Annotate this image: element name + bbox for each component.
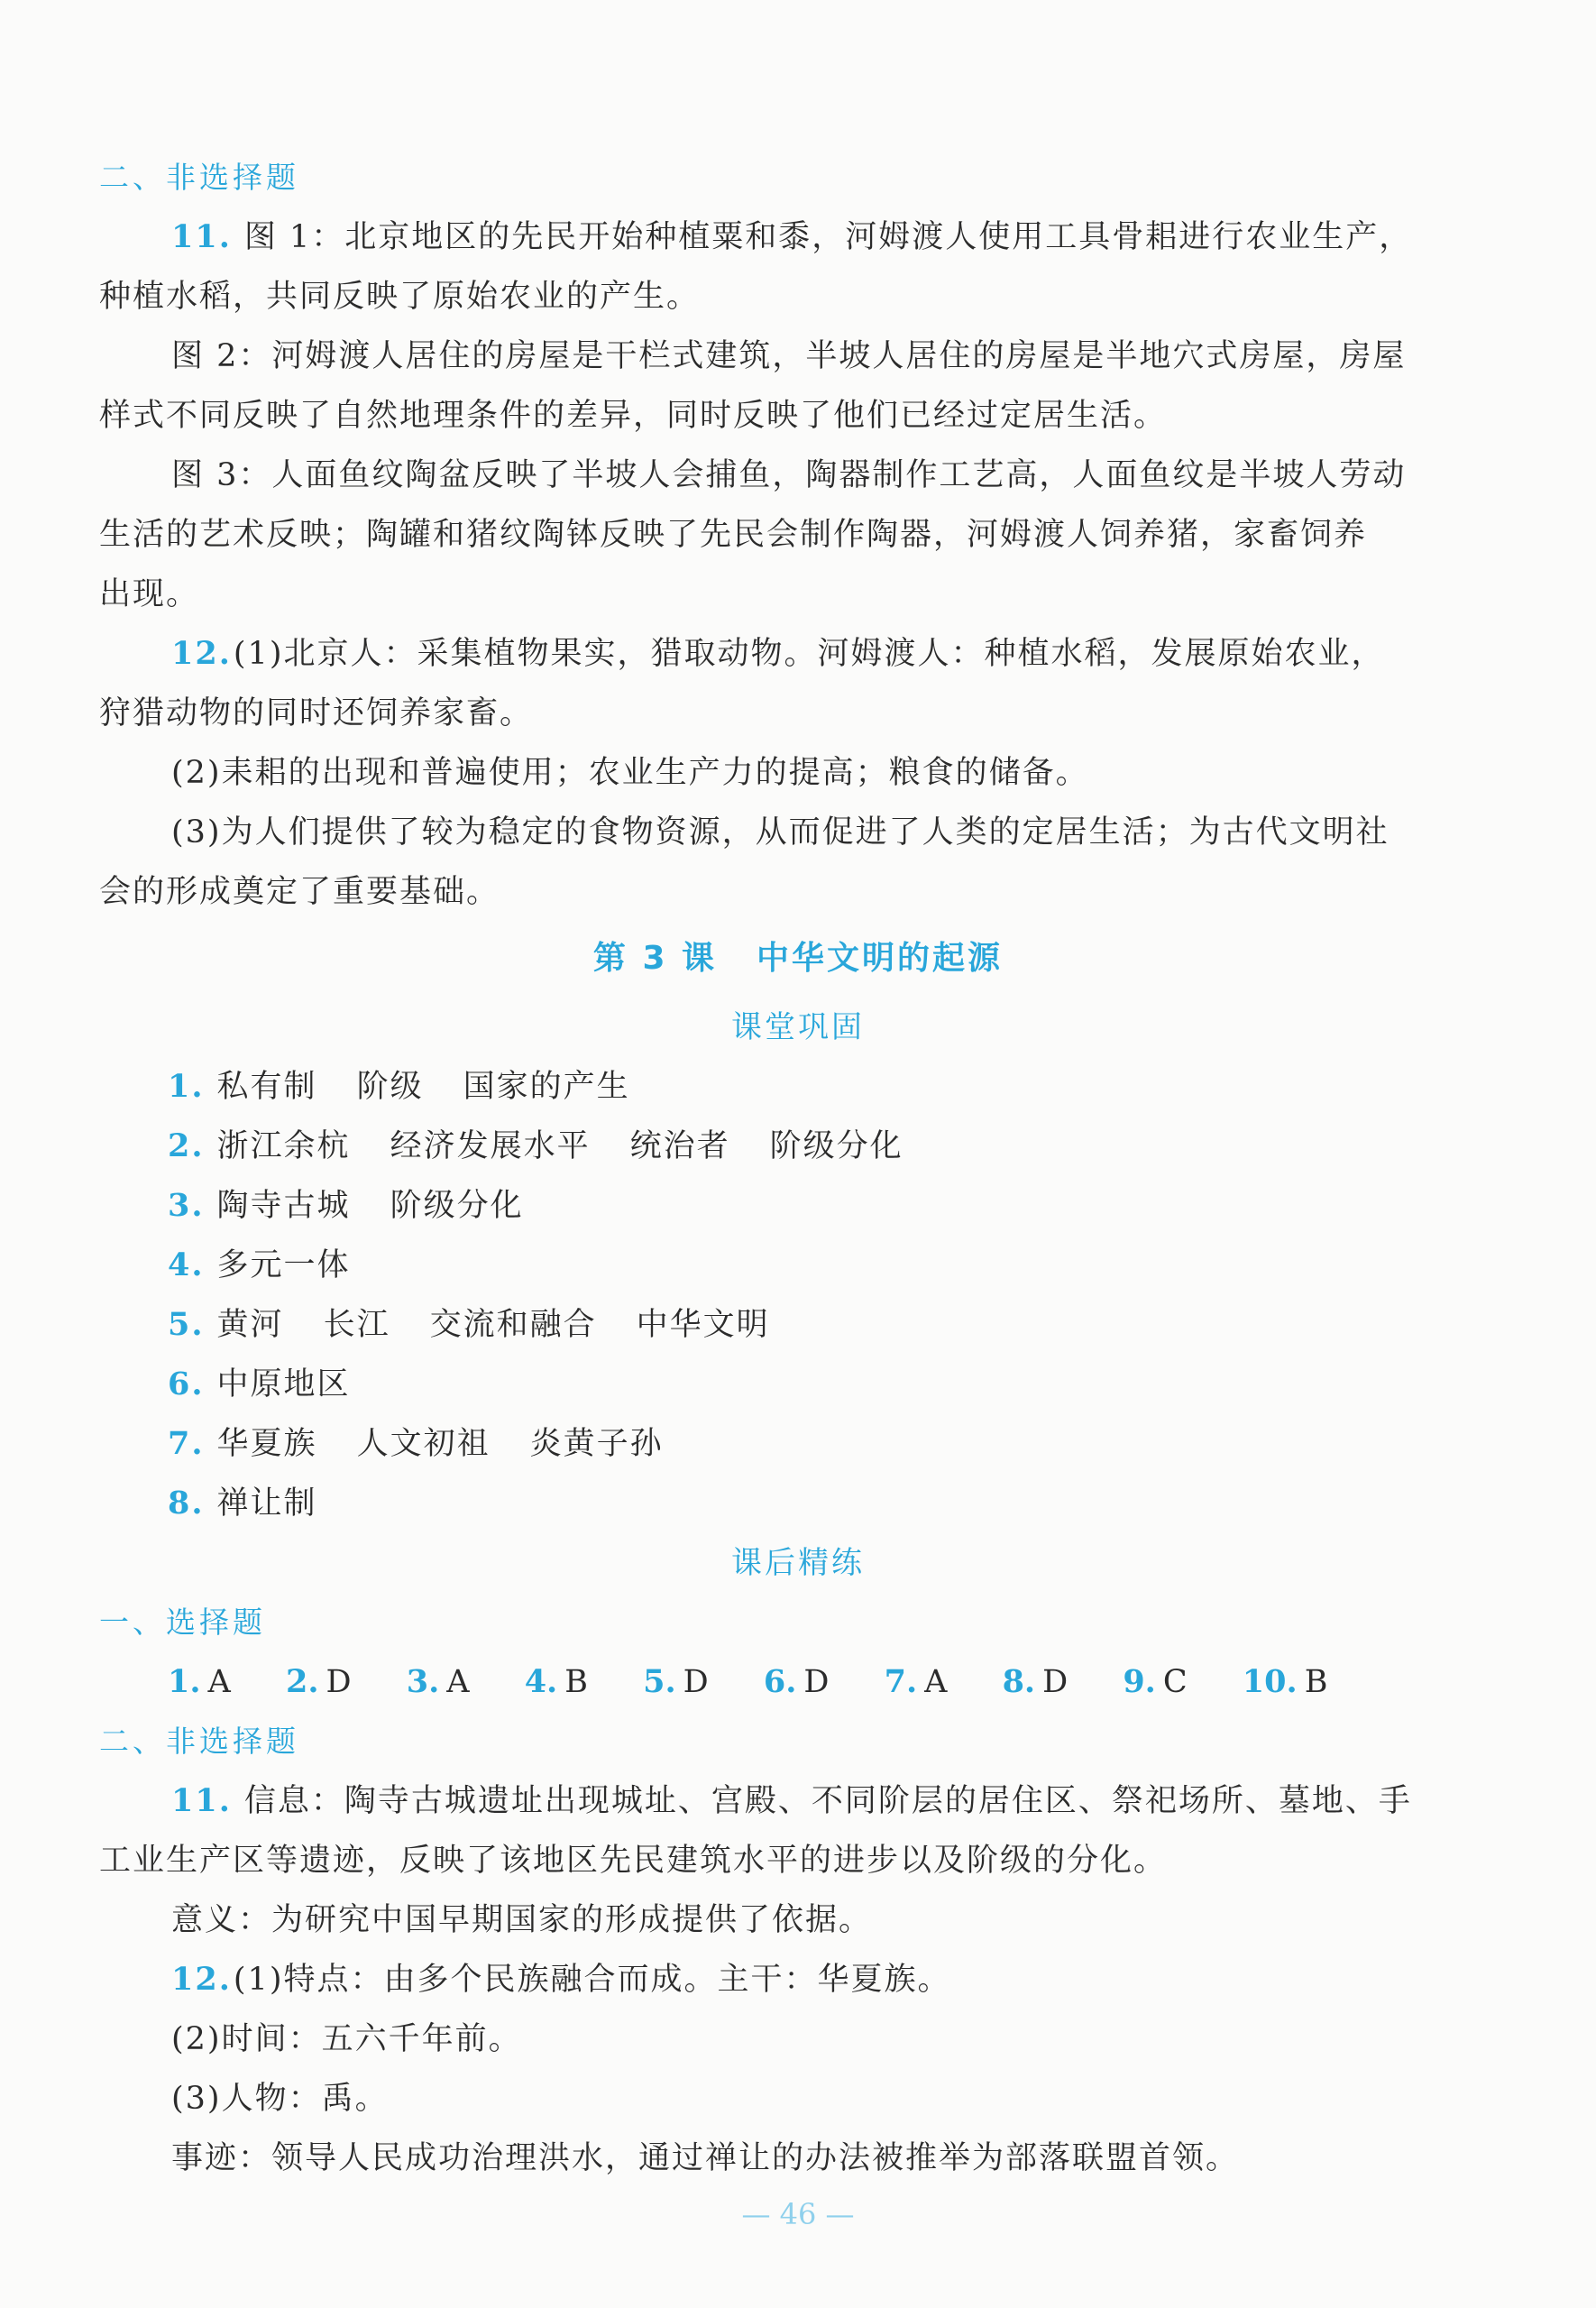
- q11-line-3: 图 2：河姆渡人居住的房屋是干栏式建筑，半坡人居住的房屋是半地穴式房屋，房屋: [171, 338, 1407, 374]
- mc-letter: D: [1042, 1664, 1069, 1700]
- after-q11-line-1: [171, 1771, 1506, 1831]
- mc-letter: D: [326, 1664, 352, 1700]
- mc-answer: [1003, 1664, 1069, 1700]
- after-q12-number: 12.: [171, 1961, 232, 1998]
- classroom-item: [168, 1414, 1574, 1474]
- mc-letter: A: [924, 1664, 948, 1700]
- page-number: — 46 —: [741, 2197, 855, 2231]
- after-q12-line-4: 事迹：领导人民成功治理洪水，通过禅让的办法被推举为部落联盟首领。: [171, 2140, 1240, 2176]
- item-number: 3.: [168, 1187, 205, 1224]
- item-number: 8.: [168, 1485, 205, 1522]
- q11-line-7: 出现。: [99, 576, 200, 612]
- after-q11-number: 11.: [171, 1782, 232, 1819]
- q11-text-1: 图 1：北京地区的先民开始种植粟和黍，河姆渡人使用工具骨耜进行农业生产，: [243, 219, 1413, 255]
- classroom-item: [168, 1355, 1574, 1414]
- mc-answer: [525, 1664, 588, 1700]
- mc-letter: B: [1304, 1664, 1328, 1700]
- answer-b: 人文初祖: [356, 1426, 491, 1462]
- mc-answer: [764, 1664, 830, 1700]
- answer-b: 阶级分化: [390, 1188, 524, 1224]
- q12-line-2: 狩猎动物的同时还饲养家畜。: [99, 695, 534, 731]
- mc-letter: D: [803, 1664, 830, 1700]
- q11-line-5: 图 3：人面鱼纹陶盆反映了半坡人会捕鱼，陶器制作工艺高，人面鱼纹是半坡人劳动: [171, 457, 1407, 493]
- mc-number: 9.: [1123, 1663, 1156, 1700]
- classroom-item: [168, 1474, 1574, 1533]
- answer-a: 多元一体: [216, 1247, 351, 1283]
- q11-line-2: 种植水稻，共同反映了原始农业的产生。: [99, 279, 701, 315]
- answer-d: 阶级分化: [769, 1128, 903, 1164]
- after-q12-text-1: (1)特点：由多个民族融合而成。主干：华夏族。: [233, 1962, 951, 1998]
- answer-c: 炎黄子孙: [529, 1426, 664, 1462]
- item-number: 6.: [168, 1365, 205, 1402]
- mc-letter: B: [564, 1664, 588, 1700]
- mc-number: 7.: [884, 1663, 918, 1700]
- q12-text-1: (1)北京人：采集植物果实，猎取动物。河姆渡人：种植水稻，发展原始农业，: [233, 636, 1385, 672]
- mc-answers-row: [168, 1652, 1372, 1712]
- q12-line-5: 会的形成奠定了重要基础。: [99, 874, 500, 910]
- mc-number: 5.: [643, 1663, 676, 1700]
- mc-number: 10.: [1242, 1663, 1298, 1700]
- q12-line-1: [171, 624, 1506, 684]
- after-class-heading: 课后精练: [731, 1545, 865, 1581]
- lesson-name: 中华文明的起源: [757, 940, 1004, 977]
- mc-answer: [1123, 1664, 1187, 1700]
- answer-b: 经济发展水平: [390, 1128, 591, 1164]
- q11-line-6: 生活的艺术反映；陶罐和猪纹陶钵反映了先民会制作陶器，河姆渡人饲养猪，家畜饲养: [99, 517, 1368, 553]
- item-number: 2.: [168, 1127, 205, 1164]
- answer-c: 交流和融合: [429, 1307, 597, 1343]
- after-q12-line-2: (2)时间：五六千年前。: [171, 2021, 522, 2057]
- mc-answer: [168, 1664, 231, 1700]
- mc-number: 3.: [406, 1663, 440, 1700]
- item-number: 7.: [168, 1425, 205, 1462]
- answer-a: 禅让制: [216, 1485, 317, 1522]
- mc-answer: [407, 1664, 470, 1700]
- after-q11-line-2: 工业生产区等遗迹，反映了该地区先民建筑水平的进步以及阶级的分化。: [99, 1843, 1168, 1879]
- mc-answer: [643, 1664, 709, 1700]
- after-q11-text-1: 信息：陶寺古城遗址出现城址、宫殿、不同阶层的居住区、祭祀场所、墓地、手: [243, 1783, 1412, 1819]
- q11-number: 11.: [171, 218, 232, 255]
- answer-b: 阶级: [356, 1069, 424, 1105]
- classroom-item: [168, 1236, 1574, 1295]
- answer-a: 陶寺古城: [216, 1188, 351, 1224]
- after-q11-line-3: 意义：为研究中国早期国家的形成提供了依据。: [171, 1902, 873, 1938]
- item-number: 4.: [168, 1246, 205, 1283]
- mc-answer: [1243, 1664, 1328, 1700]
- answer-a: 私有制: [216, 1069, 317, 1105]
- answer-c: 统治者: [629, 1128, 730, 1164]
- mc-letter: A: [207, 1664, 231, 1700]
- q12-line-4: (3)为人们提供了较为稳定的食物资源，从而促进了人类的定居生活；为古代文明社: [171, 814, 1390, 851]
- answer-b: 长江: [323, 1307, 390, 1343]
- mc-letter: A: [446, 1664, 470, 1700]
- after-q12-line-3: (3)人物：禹。: [171, 2081, 389, 2117]
- classroom-heading: 课堂巩固: [731, 1009, 865, 1045]
- answer-a: 华夏族: [216, 1426, 317, 1462]
- lesson-title: [0, 929, 1596, 988]
- answer-c: 国家的产生: [463, 1069, 630, 1105]
- lesson-number: 第 3 课: [592, 940, 718, 977]
- mc-answer: [286, 1664, 352, 1700]
- q11-line-4: 样式不同反映了自然地理条件的差异，同时反映了他们已经过定居生活。: [99, 398, 1168, 434]
- mc-answer: [885, 1664, 948, 1700]
- mc-number: 8.: [1002, 1663, 1036, 1700]
- classroom-item: [168, 1117, 1574, 1176]
- classroom-item: [168, 1176, 1574, 1236]
- section-heading-choice: 一、选择题: [99, 1605, 266, 1640]
- answer-a: 黄河: [216, 1307, 284, 1343]
- mc-number: 2.: [285, 1663, 319, 1700]
- after-q12-line-1: [171, 1950, 1506, 2009]
- mc-letter: D: [683, 1664, 709, 1700]
- mc-number: 1.: [168, 1663, 201, 1700]
- mc-letter: C: [1162, 1664, 1188, 1700]
- item-number: 1.: [168, 1068, 205, 1105]
- q12-line-3: (2)耒耜的出现和普遍使用；农业生产力的提高；粮食的储备。: [171, 755, 1089, 791]
- q11-line-1: [171, 207, 1506, 267]
- answer-d: 中华文明: [636, 1307, 770, 1343]
- mc-number: 6.: [763, 1663, 797, 1700]
- classroom-item: [168, 1295, 1574, 1355]
- q12-number: 12.: [171, 635, 232, 672]
- section-heading-non-choice-2: 二、非选择题: [99, 1724, 299, 1759]
- answer-a: 浙江余杭: [216, 1128, 351, 1164]
- section-heading-non-choice: 二、非选择题: [99, 160, 299, 195]
- mc-number: 4.: [524, 1663, 558, 1700]
- answer-a: 中原地区: [216, 1366, 351, 1402]
- item-number: 5.: [168, 1306, 205, 1343]
- classroom-item: [168, 1057, 1574, 1117]
